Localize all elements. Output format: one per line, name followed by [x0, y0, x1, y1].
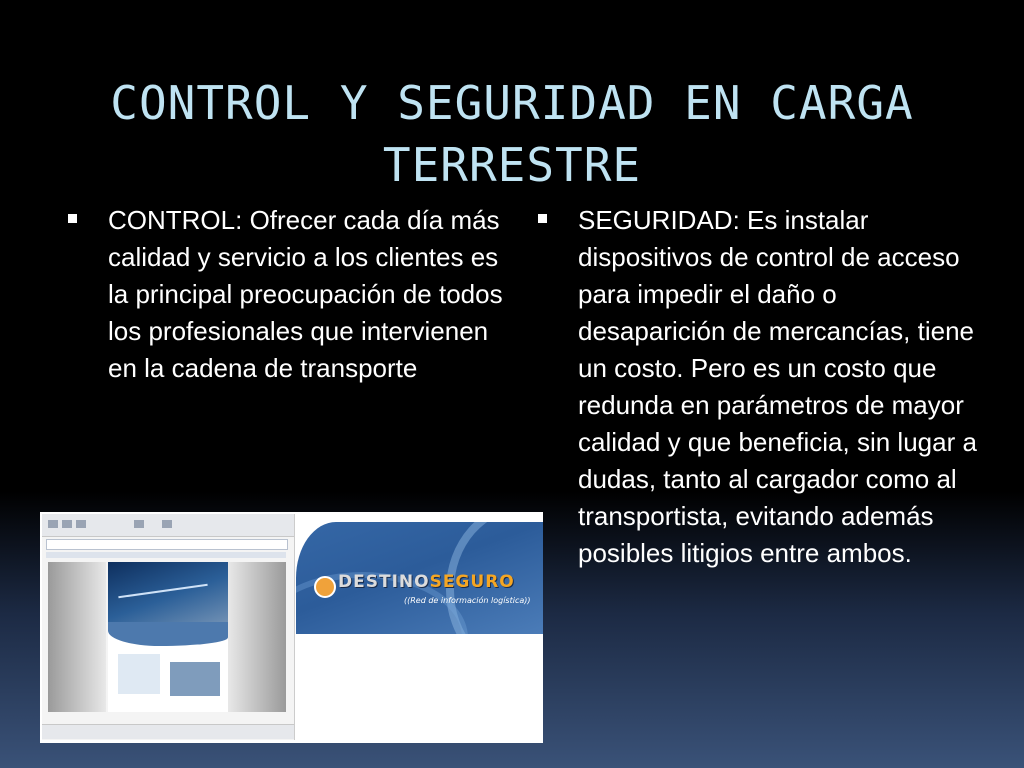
page-side-gradient-left — [48, 562, 106, 712]
square-bullet-icon — [538, 214, 547, 223]
page-side-gradient-right — [228, 562, 286, 712]
logo-tagline: ((Red de información logística)) — [404, 596, 531, 605]
browser-window-thumbnail — [42, 514, 295, 740]
logo-emblem-icon — [314, 576, 336, 598]
left-column — [68, 202, 508, 387]
page-wave-banner — [108, 622, 228, 646]
website-screenshot-image — [40, 512, 543, 743]
logo-wordmark — [338, 572, 515, 592]
browser-address-bar — [46, 539, 288, 550]
logo-word-seguro: SEGURO — [429, 572, 515, 592]
browser-status-bar — [42, 724, 294, 739]
right-column — [538, 202, 988, 572]
forward-icon — [62, 520, 72, 528]
browser-toolbar — [42, 514, 294, 537]
control-bullet-text: CONTROL: Ofrecer cada día más calidad y servicio a los clientes es la principal preocupación de todos los profesionales que intervienen en la cadena de transporte — [108, 205, 503, 383]
page-hero-image — [108, 562, 228, 622]
back-icon — [48, 520, 58, 528]
slide-title: CONTROL Y SEGURIDAD EN CARGA TERRESTRE — [110, 76, 914, 192]
logo-word-destino: DESTINO — [338, 572, 430, 592]
refresh-icon — [76, 520, 86, 528]
security-bullet-text: SEGURIDAD: Es instalar dispositivos de control de acceso para impedir el daño o desaparición de mercancías, tiene un costo. Pero es un costo que redunda en parámetros de mayor calidad y que beneficia, sin lugar a dudas, tanto al cargador como al transportista, evitando además posibles litigios entre ambos. — [578, 205, 977, 568]
browser-tabs-bar — [46, 552, 286, 558]
destino-seguro-logo-banner — [296, 522, 543, 634]
toolbar-icon — [134, 520, 144, 528]
square-bullet-icon — [68, 214, 77, 223]
web-page-preview — [108, 562, 228, 712]
page-content-block — [118, 654, 160, 694]
page-photo-block — [170, 662, 220, 696]
toolbar-icon — [162, 520, 172, 528]
